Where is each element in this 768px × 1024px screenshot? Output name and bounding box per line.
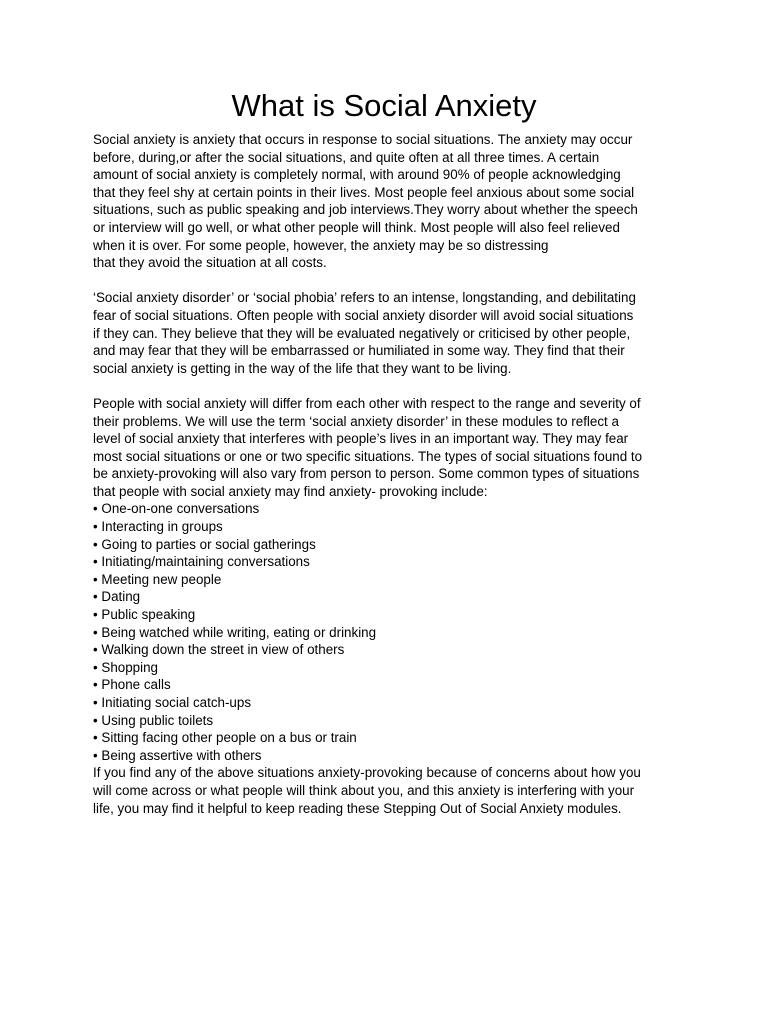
text-line: if they can. They believe that they will be evaluated negatively or criticised by other people,	[93, 325, 631, 341]
text-line: when it is over. For some people, however, the anxiety may be so distressing	[93, 237, 549, 253]
text-line: social anxiety is getting in the way of the life that they want to be living.	[93, 360, 512, 376]
list-item: • Going to parties or social gatherings	[93, 536, 316, 552]
document-body	[93, 131, 693, 817]
text-line: People with social anxiety will differ from each other with respect to the range and severity of	[93, 395, 641, 411]
list-item: • Being assertive with others	[93, 747, 262, 763]
list-item: • Initiating/maintaining conversations	[93, 554, 310, 570]
list-item: • Public speaking	[93, 607, 196, 623]
paragraph-intro	[93, 131, 693, 272]
text-line: that people with social anxiety may find anxiety- provoking include:	[93, 483, 488, 499]
list-item: • Initiating social catch-ups	[93, 695, 252, 710]
page-title: What is Social Anxiety	[231, 88, 537, 123]
text-line: that they feel shy at certain points in their lives. Most people feel anxious about some social	[93, 184, 635, 200]
text-line: situations, such as public speaking and job interviews.They worry about whether the speech	[93, 202, 638, 218]
text-line: If you find any of the above situations anxiety-provoking because of concerns about how you	[93, 765, 641, 781]
text-line: their problems. We will use the term ‘social anxiety disorder’ in these modules to reflect a	[93, 413, 619, 429]
list-item: • Being watched while writing, eating or drinking	[93, 624, 377, 640]
text-line: level of social anxiety that interferes with people’s lives in an important way. They may fear	[93, 431, 629, 447]
text-line: or interview will go well, or what other people will think. Most people will also feel relieved	[93, 219, 620, 235]
text-line: that they avoid the situation at all costs.	[93, 255, 327, 271]
text-line: Social anxiety is anxiety that occurs in response to social situations. The anxiety may occur	[93, 132, 633, 147]
paragraph-gap	[93, 377, 693, 395]
text-line: life, you may find it helpful to keep reading these Stepping Out of Social Anxiety modules.	[93, 800, 622, 816]
paragraph-closing	[93, 764, 693, 817]
list-item: • Walking down the street in view of others	[93, 642, 345, 658]
text-line: and may fear that they will be embarrassed or humiliated in some way. They find that their	[93, 343, 625, 359]
text-line: amount of social anxiety is completely normal, with around 90% of people acknowledging	[93, 167, 621, 183]
paragraph-differences	[93, 395, 693, 501]
list-item: • Dating	[93, 589, 141, 605]
paragraph-gap	[93, 272, 693, 290]
situations-list	[93, 500, 693, 764]
text-line: ‘Social anxiety disorder’ or ‘social phobia’ refers to an intense, longstanding, and debilitating	[93, 290, 636, 306]
list-item: • One-on-one conversations	[93, 501, 260, 517]
text-line: before, during,or after the social situations, and quite often at all three times. A certain	[93, 149, 600, 165]
list-item: • Sitting facing other people on a bus or train	[93, 730, 357, 746]
list-item: • Phone calls	[93, 677, 171, 693]
list-item: • Interacting in groups	[93, 519, 223, 535]
text-line: will come across or what people will think about you, and this anxiety is interfering with your	[93, 782, 635, 798]
text-line: most social situations or one or two specific situations. The types of social situations found to	[93, 448, 643, 464]
list-item: • Meeting new people	[93, 571, 222, 587]
list-item: • Using public toilets	[93, 712, 214, 728]
text-line: fear of social situations. Often people with social anxiety disorder will avoid social situations	[93, 307, 634, 323]
paragraph-disorder	[93, 289, 693, 377]
text-line: be anxiety-provoking will also vary from person to person. Some common types of situations	[93, 466, 640, 482]
list-item: • Shopping	[93, 659, 158, 675]
